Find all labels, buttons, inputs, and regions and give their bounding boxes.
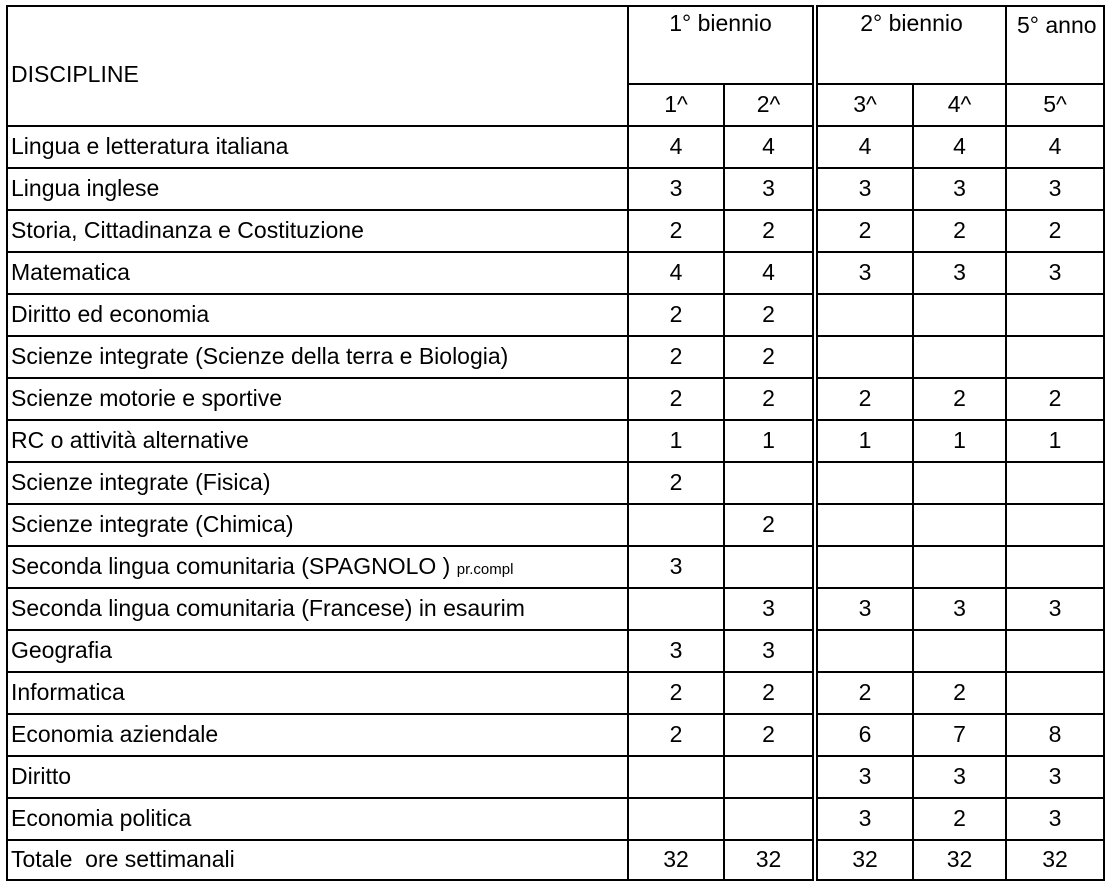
table-row <box>7 588 1104 630</box>
hours-cell-year-5: 3 <box>1006 756 1104 798</box>
total-label: Totale ore settimanali <box>7 840 628 880</box>
hours-cell-year-4 <box>913 294 1006 336</box>
total-cell-year-3: 32 <box>815 840 913 880</box>
table-row <box>7 378 1104 420</box>
hours-cell-year-4: 3 <box>913 756 1006 798</box>
discipline-cell <box>7 714 628 756</box>
hours-cell-year-1: 3 <box>628 168 724 210</box>
hours-cell-year-1: 3 <box>628 630 724 672</box>
hours-cell-year-1 <box>628 798 724 840</box>
hours-cell-year-5 <box>1006 336 1104 378</box>
table-row <box>7 504 1104 546</box>
total-row <box>7 840 1104 880</box>
year-header-4: 4^ <box>913 84 1006 126</box>
discipline-cell <box>7 126 628 168</box>
hours-cell-year-1: 4 <box>628 252 724 294</box>
hours-cell-year-5 <box>1006 546 1104 588</box>
total-cell-year-4: 32 <box>913 840 1006 880</box>
hours-cell-year-2: 2 <box>724 504 815 546</box>
hours-cell-year-2: 2 <box>724 672 815 714</box>
discipline-name: Scienze motorie e sportive <box>11 385 283 412</box>
hours-cell-year-1: 2 <box>628 294 724 336</box>
hours-cell-year-2: 1 <box>724 420 815 462</box>
table-row <box>7 756 1104 798</box>
hours-cell-year-4: 1 <box>913 420 1006 462</box>
hours-cell-year-1: 2 <box>628 462 724 504</box>
total-cell-year-5: 32 <box>1006 840 1104 880</box>
hours-cell-year-3: 3 <box>815 588 913 630</box>
hours-cell-year-4: 7 <box>913 714 1006 756</box>
discipline-name: Geografia <box>11 637 113 664</box>
hours-cell-year-2: 3 <box>724 168 815 210</box>
discipline-header: DISCIPLINE <box>7 6 628 126</box>
hours-cell-year-4 <box>913 546 1006 588</box>
discipline-name: Lingua inglese <box>11 175 160 202</box>
hours-cell-year-4: 3 <box>913 252 1006 294</box>
hours-cell-year-5 <box>1006 462 1104 504</box>
hours-cell-year-1: 3 <box>628 546 724 588</box>
discipline-cell <box>7 588 628 630</box>
hours-cell-year-1 <box>628 588 724 630</box>
discipline-name: Diritto ed economia <box>11 301 210 328</box>
hours-cell-year-5 <box>1006 630 1104 672</box>
table-row <box>7 294 1104 336</box>
hours-cell-year-3: 1 <box>815 420 913 462</box>
year-header-2: 2^ <box>724 84 815 126</box>
hours-cell-year-3 <box>815 630 913 672</box>
group-header-5-anno: 5° anno <box>1006 6 1104 84</box>
hours-cell-year-2: 3 <box>724 588 815 630</box>
discipline-name: Economia aziendale <box>11 721 219 748</box>
hours-cell-year-4 <box>913 336 1006 378</box>
discipline-name: Informatica <box>11 679 125 706</box>
total-cell-year-2: 32 <box>724 840 815 880</box>
table-row <box>7 672 1104 714</box>
curriculum-table <box>6 5 1105 881</box>
table-row <box>7 714 1104 756</box>
group-header-1-biennio: 1° biennio <box>628 6 815 84</box>
hours-cell-year-2: 2 <box>724 210 815 252</box>
hours-cell-year-3 <box>815 294 913 336</box>
discipline-name: Seconda lingua comunitaria (Francese) in esaurim <box>11 595 525 622</box>
discipline-name: Economia politica <box>11 805 192 832</box>
hours-cell-year-2: 2 <box>724 294 815 336</box>
hours-cell-year-2: 4 <box>724 252 815 294</box>
discipline-name: Seconda lingua comunitaria (SPAGNOLO ) <box>11 553 451 580</box>
hours-cell-year-3 <box>815 504 913 546</box>
hours-cell-year-4 <box>913 462 1006 504</box>
hours-cell-year-3: 2 <box>815 210 913 252</box>
hours-cell-year-5 <box>1006 672 1104 714</box>
discipline-cell <box>7 294 628 336</box>
discipline-cell <box>7 462 628 504</box>
discipline-cell <box>7 756 628 798</box>
hours-cell-year-3: 4 <box>815 126 913 168</box>
hours-cell-year-4: 2 <box>913 210 1006 252</box>
hours-cell-year-1: 2 <box>628 210 724 252</box>
hours-cell-year-4 <box>913 504 1006 546</box>
discipline-cell <box>7 630 628 672</box>
hours-cell-year-5: 2 <box>1006 378 1104 420</box>
table-row <box>7 168 1104 210</box>
hours-cell-year-2: 2 <box>724 714 815 756</box>
hours-cell-year-3 <box>815 546 913 588</box>
discipline-name: RC o attività alternative <box>11 427 249 454</box>
discipline-cell <box>7 546 628 588</box>
year-header-1: 1^ <box>628 84 724 126</box>
hours-cell-year-1: 1 <box>628 420 724 462</box>
discipline-name: Scienze integrate (Fisica) <box>11 469 271 496</box>
discipline-note: pr.compl <box>456 561 514 579</box>
discipline-name: Matematica <box>11 259 130 286</box>
table-row <box>7 798 1104 840</box>
discipline-cell <box>7 378 628 420</box>
discipline-name: Scienze integrate (Scienze della terra e Biologia) <box>11 343 509 370</box>
discipline-cell <box>7 252 628 294</box>
hours-cell-year-3: 3 <box>815 798 913 840</box>
hours-cell-year-2: 4 <box>724 126 815 168</box>
year-header-5: 5^ <box>1006 84 1104 126</box>
discipline-cell <box>7 336 628 378</box>
table-row <box>7 336 1104 378</box>
hours-cell-year-2 <box>724 546 815 588</box>
hours-cell-year-4: 2 <box>913 798 1006 840</box>
hours-cell-year-5: 3 <box>1006 798 1104 840</box>
hours-cell-year-5: 8 <box>1006 714 1104 756</box>
discipline-name: Scienze integrate (Chimica) <box>11 511 294 538</box>
hours-cell-year-3 <box>815 336 913 378</box>
discipline-name: Diritto <box>11 763 72 790</box>
table-row <box>7 126 1104 168</box>
hours-cell-year-3: 2 <box>815 672 913 714</box>
discipline-cell <box>7 504 628 546</box>
table-row <box>7 546 1104 588</box>
total-cell-year-1: 32 <box>628 840 724 880</box>
hours-cell-year-1 <box>628 756 724 798</box>
hours-cell-year-4: 3 <box>913 168 1006 210</box>
hours-cell-year-4: 4 <box>913 126 1006 168</box>
hours-cell-year-4: 3 <box>913 588 1006 630</box>
hours-cell-year-2: 2 <box>724 378 815 420</box>
hours-cell-year-5: 3 <box>1006 168 1104 210</box>
hours-cell-year-5 <box>1006 294 1104 336</box>
year-header-3: 3^ <box>815 84 913 126</box>
table-row <box>7 630 1104 672</box>
hours-cell-year-5: 4 <box>1006 126 1104 168</box>
hours-cell-year-2 <box>724 798 815 840</box>
hours-cell-year-1 <box>628 504 724 546</box>
hours-cell-year-4: 2 <box>913 378 1006 420</box>
table-row <box>7 210 1104 252</box>
discipline-cell <box>7 798 628 840</box>
hours-cell-year-5: 3 <box>1006 252 1104 294</box>
hours-cell-year-3: 3 <box>815 168 913 210</box>
hours-cell-year-4 <box>913 630 1006 672</box>
discipline-cell <box>7 420 628 462</box>
hours-cell-year-3: 3 <box>815 252 913 294</box>
hours-cell-year-3: 3 <box>815 756 913 798</box>
hours-cell-year-2 <box>724 756 815 798</box>
hours-cell-year-2 <box>724 462 815 504</box>
hours-cell-year-5: 3 <box>1006 588 1104 630</box>
hours-cell-year-1: 2 <box>628 336 724 378</box>
hours-cell-year-3 <box>815 462 913 504</box>
hours-cell-year-1: 4 <box>628 126 724 168</box>
hours-cell-year-1: 2 <box>628 378 724 420</box>
table-row <box>7 462 1104 504</box>
hours-cell-year-4: 2 <box>913 672 1006 714</box>
table-row <box>7 252 1104 294</box>
hours-cell-year-5: 2 <box>1006 210 1104 252</box>
hours-cell-year-1: 2 <box>628 672 724 714</box>
hours-cell-year-3: 6 <box>815 714 913 756</box>
discipline-cell <box>7 168 628 210</box>
discipline-name: Storia, Cittadinanza e Costituzione <box>11 217 364 244</box>
hours-cell-year-2: 2 <box>724 336 815 378</box>
hours-cell-year-5: 1 <box>1006 420 1104 462</box>
hours-cell-year-5 <box>1006 504 1104 546</box>
hours-cell-year-3: 2 <box>815 378 913 420</box>
hours-cell-year-2: 3 <box>724 630 815 672</box>
table-row <box>7 420 1104 462</box>
hours-cell-year-1: 2 <box>628 714 724 756</box>
discipline-cell <box>7 672 628 714</box>
discipline-name: Lingua e letteratura italiana <box>11 133 289 160</box>
header-row-groups <box>7 6 1104 84</box>
group-header-2-biennio: 2° biennio <box>815 6 1006 84</box>
discipline-cell <box>7 210 628 252</box>
